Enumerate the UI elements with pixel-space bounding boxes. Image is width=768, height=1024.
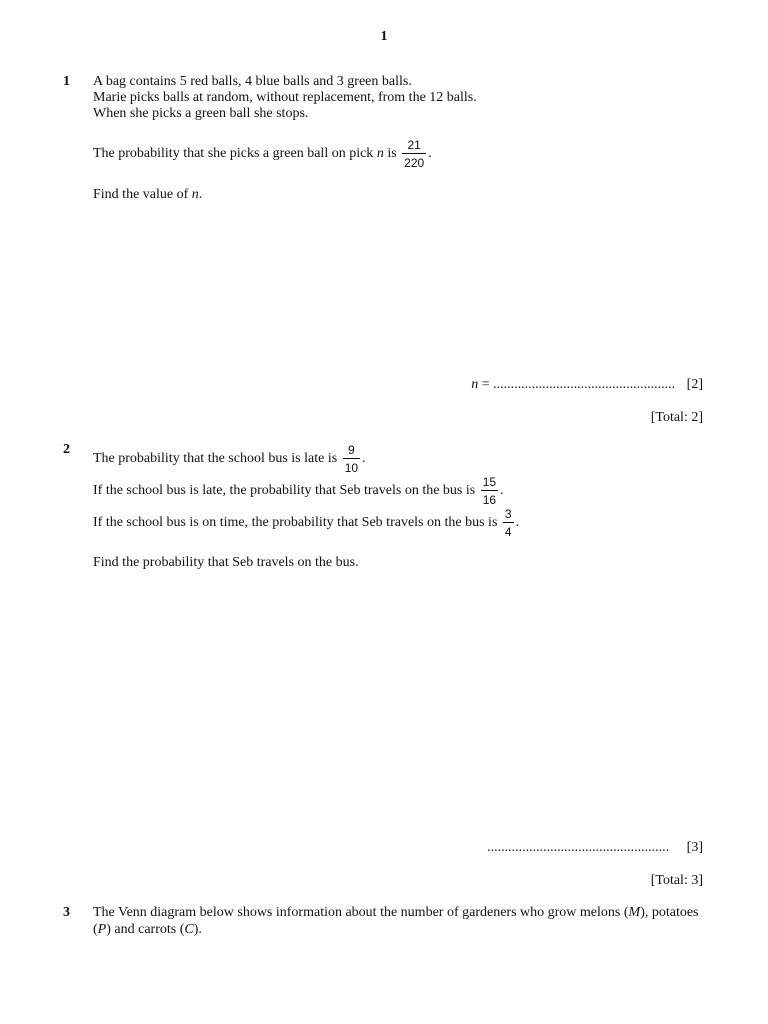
statement-end: . xyxy=(362,451,366,467)
fraction-numerator: 21 xyxy=(402,139,426,154)
question-1-line-2: Marie picks balls at random, without replacement, from the 12 balls. xyxy=(93,90,477,105)
fraction-denominator: 16 xyxy=(482,493,497,507)
instruction-end: . xyxy=(198,187,203,202)
fraction-numerator: 9 xyxy=(343,444,360,459)
statement-end: ). xyxy=(193,922,202,937)
fraction xyxy=(402,139,426,169)
variable-m: M xyxy=(628,905,641,920)
page-number: 1 xyxy=(380,29,388,44)
question-2-instruction: Find the probability that Seb travels on the bus. xyxy=(93,555,359,570)
statement-text: The Venn diagram below shows information about the number of gardeners who grow melons ( xyxy=(93,905,629,920)
question-3-number: 3 xyxy=(63,905,70,920)
statement-end: . xyxy=(515,515,520,531)
statement-text: ( xyxy=(93,922,98,937)
statement-text: ) and carrots ( xyxy=(106,922,185,937)
question-1-number: 1 xyxy=(63,74,70,89)
instruction-text: Find the value of xyxy=(93,187,192,202)
fraction-denominator: 220 xyxy=(404,156,425,170)
question-2-statement-2 xyxy=(93,476,504,506)
question-1-line-3: When she picks a green ball she stops. xyxy=(93,106,309,121)
question-2-total: [Total: 3] xyxy=(650,873,703,888)
question-1-instruction xyxy=(93,187,202,203)
question-2-answer-line[interactable] xyxy=(487,840,703,856)
question-1-line-1: A bag contains 5 red balls, 4 blue balls and 3 green balls. xyxy=(93,74,412,89)
question-1-probability-statement xyxy=(93,139,432,169)
fraction xyxy=(343,444,360,474)
answer-equals: = xyxy=(478,377,494,392)
question-3-line-1 xyxy=(93,905,699,921)
question-2-statement-1 xyxy=(93,444,366,474)
fraction xyxy=(481,476,498,506)
question-3-line-2 xyxy=(93,922,202,938)
fraction-numerator: 15 xyxy=(482,475,497,489)
variable-n: n xyxy=(191,187,199,202)
statement-text: If the school bus is late, the probability that Seb travels on the bus is xyxy=(93,483,476,499)
question-1-answer-line[interactable] xyxy=(471,377,703,393)
question-2-statement-3 xyxy=(93,508,519,538)
variable-n: n xyxy=(376,146,384,162)
variable-c: C xyxy=(184,922,194,937)
statement-text: is xyxy=(383,146,397,162)
answer-dots[interactable]: .................................................... xyxy=(487,840,670,855)
marks-badge: [2] xyxy=(686,377,703,392)
statement-text: If the school bus is on time, the probability that Seb travels on the bus is xyxy=(93,515,498,531)
question-2-number: 2 xyxy=(63,442,70,457)
fraction-numerator: 3 xyxy=(504,507,512,521)
statement-text: The probability that the school bus is late is xyxy=(93,451,338,467)
fraction-denominator: 10 xyxy=(344,461,359,475)
statement-end: . xyxy=(428,146,432,162)
fraction xyxy=(503,508,514,538)
marks-badge: [3] xyxy=(686,840,703,855)
statement-text: The probability that she picks a green ball on pick xyxy=(93,146,377,162)
fraction-denominator: 4 xyxy=(504,525,512,539)
variable-p: P xyxy=(97,922,107,937)
answer-variable: n xyxy=(471,377,479,392)
statement-text: ), potatoes xyxy=(640,905,699,920)
answer-dots[interactable]: .................................................... xyxy=(493,377,676,392)
statement-end: . xyxy=(500,483,504,499)
question-1-total: [Total: 2] xyxy=(650,410,703,425)
